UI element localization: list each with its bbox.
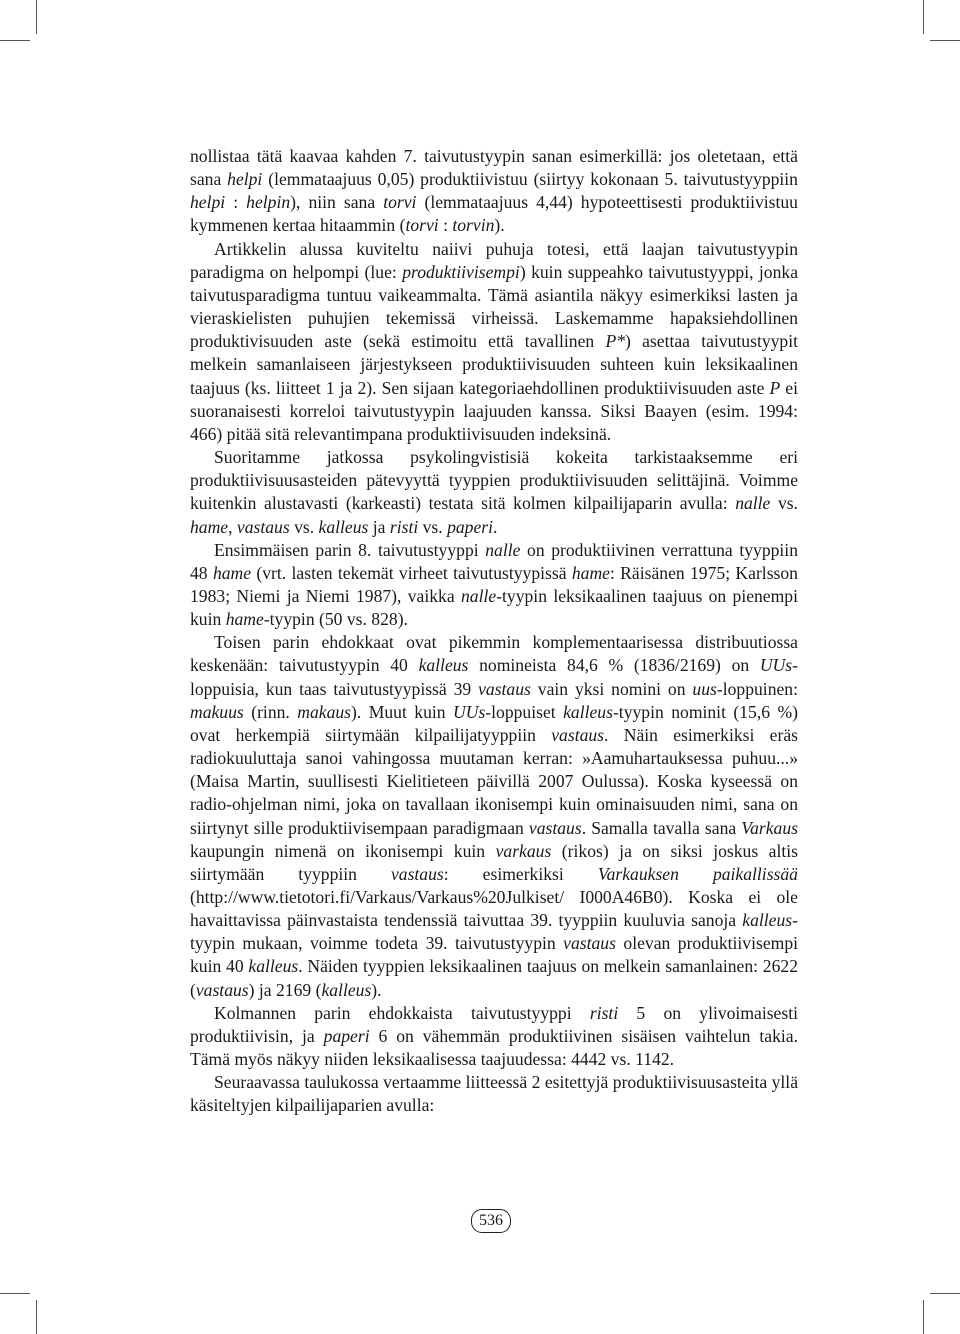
paragraph [190,145,798,238]
italic-term: UUs [453,701,486,722]
crop-mark [36,0,37,34]
text-run: ), niin sana [290,192,384,213]
text-run: vs. [770,493,798,514]
text-run: . Samalla tavalla sana [581,817,742,838]
italic-term: risti [589,1002,619,1023]
text-run: Kolmannen parin ehdokkaista taivutustyyppi [214,1002,590,1023]
crop-mark [0,1293,30,1294]
italic-term: kalleus [318,516,369,537]
text-run: 6 on vähemmän produktiivinen sisäisen vaihtelun takia. Tämä myös näkyy niiden leksikaalisessa taajuudessa: 4442 vs. 1142. [190,1025,798,1070]
text-run: 5 on ylivoimaisesti produktiivisin, ja [190,1002,798,1046]
text-run: vain yksi nomini on [530,678,693,699]
text-run: -tyypin (50 vs. 828). [263,609,408,630]
text-run: ) ja 2169 ( [248,979,322,1000]
italic-term: vastaus [478,678,531,699]
italic-term: vastaus [236,516,290,537]
text-run: , [228,516,237,537]
italic-term: vastaus [390,863,444,884]
italic-term: hame [225,609,264,630]
page-number: 536 [471,1209,511,1233]
italic-term: P [769,377,781,398]
italic-term: P* [605,331,625,352]
text-run: ). [371,979,382,1000]
text-run: : esimerkiksi [443,863,598,884]
italic-term: makuus [190,701,244,722]
text-run: Seuraavassa taulukossa vertaamme liitteessä 2 esitettyjä produktiivisuusasteita yllä käsiteltyjen kilpailijaparien avulla: [190,1072,798,1116]
text-run: Ensimmäisen parin 8. taivutustyyppi [214,539,486,560]
italic-term: uus [692,678,717,699]
paragraph [190,1071,798,1117]
text-run: ) kuin suppeahko taivutustyyppi, jonka taivutusparadigma tuntuu vaikeammalta. Tämä asiantila näkyy esimerkiksi lasten ja vieraskielisten puhujien tekemissä virheissä. Laskemamme hapaksiehdollinen produktivisuuden aste (sekä estimoitu että tavallinen [190,261,799,352]
text-run: ei suoranaisesti korreloi taivutustyypin laajuuden kanssa. Siksi Baayen (esim. 1994: 466) pitää sitä relevantimpana produktiivisuuden indeksinä. [190,377,798,444]
crop-mark [930,40,960,41]
text-run: . [493,516,498,537]
italic-term: hame [190,516,229,537]
italic-term: kalleus [321,979,372,1000]
text-run: ). [494,215,505,236]
italic-term: kalleus [418,655,469,676]
text-run: -tyypin mukaan, voimme todeta 39. taivutustyypin [190,910,798,954]
text-run: ). Muut kuin [351,701,454,722]
text-run: : [438,215,453,236]
paragraph [190,238,798,446]
italic-term: varkaus [495,840,552,861]
text-run: Toisen parin ehdokkaat ovat pikemmin komplementaarisessa distribuutiossa keskenään: taivutustyypin 40 [190,632,798,676]
text-run: (vrt. lasten tekemät virheet taivutustyypissä [251,562,572,583]
paragraph [190,1002,798,1071]
text-run: (rinn. [243,701,298,722]
text-run: -tyypin nominit (15,6 %) ovat herkempiä siirtymään kilpailijatyyppiin [190,701,799,745]
paragraph [190,631,798,1002]
text-run: (lemmataajuus 0,05) produktiivistuu (siirtyy kokonaan 5. taivutustyyppiin [262,169,798,190]
italic-term: vastaus [195,979,249,1000]
text-run: : Räisänen 1975; Karlsson 1983; Niemi ja Niemi 1987), vaikka [190,562,798,606]
italic-term: nalle [460,585,497,606]
italic-term: kalleus [742,910,793,931]
text-run: -loppuiset [485,701,564,722]
text-run: ja [368,516,390,537]
italic-term: torvin [452,215,495,236]
italic-term: torvi [405,215,439,236]
italic-term: produktiivisempi [402,261,520,282]
paragraph [190,446,798,539]
italic-term: UUs [759,655,793,676]
italic-term: helpi [227,169,263,190]
crop-mark [36,1300,37,1334]
text-run: . Näin esimerkiksi eräs radiokuuluttaja sanoi vahingossa muutaman kerran: »Aamuhartauksessa puhuu...» (Maisa Martin, suullisesti Kielitieteen päivillä 2007 Oulussa). Koska kyseessä on radio-ohjelman nimi, joka on tavallaan ikonisempi kuin ominaisuuden nimi, sana on siirtynyt sille produktiivisempaan paradigmaan [190,724,799,838]
crop-mark [923,0,924,34]
body-text [190,145,798,1118]
text-run: . Näiden tyyppien leksikaalinen taajuus on melkein samanlainen: 2622 ( [190,956,798,1000]
italic-term: paperi [447,516,494,537]
text-run: -loppuinen: [716,678,798,699]
italic-term: vastaus [563,933,616,954]
crop-mark [0,40,30,41]
italic-term: torvi [383,192,417,213]
text-run: Suoritamme jatkossa psykolingvistisiä kokeita tarkistaaksemme eri produktiivisuusasteiden pätevyyttä tyyppien produktiivisuuden selittäjinä. Voimme kuitenkin alustavasti (karkeasti) testata sitä kolmen kilpailijaparin avulla: [190,447,798,514]
italic-term: Varkauksen paikallissää [597,863,798,884]
crop-mark [923,1300,924,1334]
italic-term: kalleus [248,956,299,977]
italic-term: helpi [190,192,226,213]
italic-term: vastaus [528,817,582,838]
text-run: vs. [289,516,319,537]
crop-mark [930,1293,960,1294]
text-run: on produktiivinen verrattuna tyyppiin 48 [190,539,798,583]
italic-term: kalleus [563,701,613,722]
text-run: : [225,192,247,213]
italic-term: Varkaus [741,817,798,838]
text-run: olevan produktiivisempi kuin 40 [190,933,798,977]
text-run: nollistaa tätä kaavaa kahden 7. taivutustyypin sanan esimerkillä: jos oletetaan, että sana [190,146,798,190]
text-run: -tyypin leksikaalinen taajuus on pienempi kuin [190,585,798,630]
text-run: kaupungin nimenä on ikonisempi kuin [190,840,496,861]
text-run: nomineista 84,6 % (1836/2169) on [468,655,760,676]
text-run: vs. [418,516,448,537]
text-run: (http://www.tietotori.fi/Varkaus/Varkaus%20Julkiset/ I000A46B0). Koska ei ole havaittavissa päinvastaista tendenssiä taivuttaa 39. tyyppiin kuuluvia sanoja [190,887,798,931]
text-run: Artikkelin alussa kuviteltu naiivi puhuja totesi, että laajan taivutustyypin paradigma on helpompi (lue: [190,238,798,282]
italic-term: makaus [297,701,352,722]
text-run: -loppuisia, kun taas taivutustyypissä 39 [190,655,799,699]
italic-term: nalle [735,493,771,514]
italic-term: hame [212,562,252,583]
italic-term: nalle [485,539,521,560]
italic-term: helpin [246,192,291,213]
paragraph [190,539,798,632]
text-run: (lemmataajuus 4,44) hypoteettisesti produktiivistuu kymmenen kertaa hitaammin ( [190,192,798,236]
italic-term: vastaus [551,724,605,745]
italic-term: risti [389,516,419,537]
italic-term: paperi [323,1025,370,1046]
italic-term: hame [571,562,610,583]
text-run: ) asettaa taivutustyypit melkein samanlaiseen järjestykseen produktiivisuuden suhteen kuin leksikaalinen taajuus (ks. liitteet 1 ja 2). Sen sijaan kategoriaehdollinen produktiivisuuden aste [190,331,799,398]
text-run: (rikos) ja on siksi joskus altis siirtymään tyyppiin [190,840,798,884]
